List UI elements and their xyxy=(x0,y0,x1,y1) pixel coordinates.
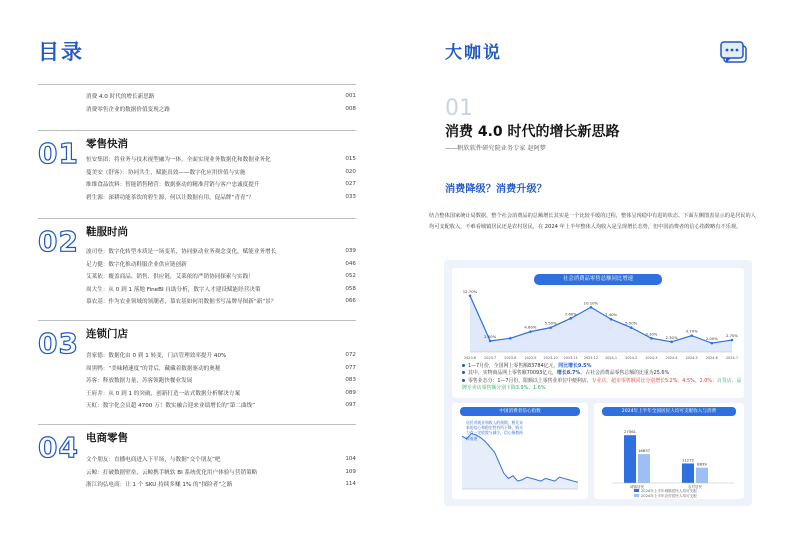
toc-entry[interactable] xyxy=(86,258,356,271)
data-label: 27561 xyxy=(623,429,637,435)
toc-entry-page: 089 xyxy=(345,389,356,396)
toc-entry[interactable] xyxy=(86,245,356,258)
data-label: 5.50% xyxy=(544,320,557,326)
toc-entry[interactable] xyxy=(86,374,356,387)
toc-entry[interactable] xyxy=(86,295,356,308)
x-tick-label: 2024-2 xyxy=(625,356,638,360)
data-label: 5.50% xyxy=(625,320,638,326)
toc-entry-page: 077 xyxy=(345,364,356,371)
toc-entry-label: 消费零售企业的数据价值变现之路 xyxy=(86,106,170,113)
data-label: 2.00% xyxy=(705,336,718,342)
chart-annotation: 居民对就业和收入的预期，相比未来的信心和稳定性有所下降，购买力有一定收敛与减少，信心指数持续低迷 xyxy=(466,420,523,441)
data-point xyxy=(610,318,613,321)
toc-entry[interactable] xyxy=(38,90,356,103)
toc-entry[interactable] xyxy=(86,362,356,375)
legend-swatch xyxy=(634,494,639,497)
data-point xyxy=(469,294,472,297)
toc-entry-page: 083 xyxy=(345,377,356,384)
toc-entry-label: 云鲸：打破数据壁垒，云鲸携手帆软 BI 系统优化用户体验与营销策略 xyxy=(86,469,258,476)
section-number: 01 xyxy=(38,137,79,170)
toc-entry-label: 文个朋友：直播电商进入下半场，与数据“交个朋友”吧 xyxy=(86,457,221,464)
x-tick-label: 2023-11 xyxy=(563,356,578,360)
article-subtitle: 消费降级？消费升级？ xyxy=(445,184,547,195)
consumer-confidence-chart xyxy=(452,403,588,499)
x-tick-label: 2023-12 xyxy=(583,356,599,360)
toc-entry-label: 喜家德：数据化由 0 到 1 转变，门店管理效率提升 40% xyxy=(86,353,227,360)
x-tick-label: 农村居民 xyxy=(687,485,703,489)
series-area xyxy=(470,296,732,352)
chart-note xyxy=(462,370,742,377)
bar xyxy=(638,454,650,483)
note-text: 1—7月份，全国网上零售额83784亿元， xyxy=(468,363,559,369)
data-point xyxy=(509,337,512,340)
toc-entry-label: 王府井：从 0 到 1 的突破，创新打造一站式数据分析解决方案 xyxy=(86,390,241,397)
article-number: 01 xyxy=(445,96,473,121)
x-tick-label: 2023-7 xyxy=(484,356,497,360)
toc-entry[interactable] xyxy=(86,453,356,466)
data-point xyxy=(549,326,552,329)
article-title: 消费 4.0 时代的增长新思路 xyxy=(445,124,620,140)
toc-entry-page: 066 xyxy=(345,298,356,305)
toc-entry-label: 足力健：数字化推动鞋服企业供应链创新 xyxy=(86,261,187,268)
chart-title: 中国消费者信心指数 xyxy=(460,407,580,416)
bar xyxy=(682,463,694,483)
data-point xyxy=(690,334,693,337)
toc-entry-page: 015 xyxy=(345,156,356,163)
data-label: 4.60% xyxy=(524,324,537,330)
section-number: 03 xyxy=(38,327,79,360)
x-tick-label: 2024-7 xyxy=(725,356,739,360)
toc-entry[interactable] xyxy=(86,387,356,400)
toc-page xyxy=(0,0,396,538)
data-label: 3.70% xyxy=(685,328,698,334)
x-tick-label: 2024-4 xyxy=(665,356,678,360)
note-highlight: ；百货店、品牌专卖店零售额分别下降3.9%、1.6% xyxy=(462,377,742,392)
toc-entry-label: 蔓美安（舒客）：协同共生，赋能真效——数字化应用价值与实施 xyxy=(86,169,246,176)
toc-entry-page: 039 xyxy=(345,248,356,255)
toc-entry-label: 苏客：释放数据力量，苏客领跑快餐业发展 xyxy=(86,378,193,385)
data-point xyxy=(569,317,572,320)
data-point xyxy=(731,339,734,342)
data-label: 2.70% xyxy=(725,333,739,339)
toc-entry-page: 058 xyxy=(345,285,356,292)
toc-entry-page: 114 xyxy=(345,481,356,488)
toc-entry[interactable] xyxy=(38,103,356,116)
section-number: 02 xyxy=(38,225,79,258)
x-tick-label: 2023-6 xyxy=(463,356,477,360)
article-author: ——帆软软件研究院业务专家 赵阿梦 xyxy=(445,145,546,152)
x-tick-label: 城镇居民 xyxy=(629,485,645,489)
data-point xyxy=(670,341,673,344)
toc-entry-page: 008 xyxy=(345,105,356,112)
chart-notes xyxy=(462,363,742,393)
toc-entry[interactable] xyxy=(86,166,356,179)
retail-growth-plot xyxy=(452,282,744,372)
toc-entry[interactable] xyxy=(86,349,356,362)
chart-note xyxy=(462,378,742,393)
legend-swatch xyxy=(634,489,639,492)
toc-entry[interactable] xyxy=(86,466,356,479)
section-title: 电商零售 xyxy=(86,432,128,444)
data-point xyxy=(711,342,714,345)
section-title: 零售快消 xyxy=(86,138,128,150)
legend-item xyxy=(634,494,697,499)
toc-entry-page: 033 xyxy=(345,193,356,200)
x-tick-label: 2024-6 xyxy=(705,356,718,360)
toc-entry[interactable] xyxy=(86,153,356,166)
bar xyxy=(696,468,708,483)
toc-entry[interactable] xyxy=(86,399,356,412)
bar xyxy=(624,435,636,483)
toc-entry-label: 消费 4.0 时代的增长新思路 xyxy=(86,94,155,101)
x-tick-label: 2023-8 xyxy=(504,356,517,360)
toc-section-retail xyxy=(38,130,356,214)
data-label: 7.60% xyxy=(564,311,577,317)
note-highlight: 增长8.7% xyxy=(556,370,581,377)
toc-entry-label: 周大生：从 0 到 1 落地 FineBI 自助分析，数字人才建设赋能经营决策 xyxy=(86,286,261,293)
note-text: 零售业态分：1—7月份，限额以上零售业单位中便利店、 xyxy=(468,377,592,384)
bullet-icon xyxy=(462,364,465,367)
toc-entry-label: 波司登：数字化转型本质是一场变革，协同驱动业务观念变化，赋能业务增长 xyxy=(86,249,277,256)
x-tick-label: 2023-9 xyxy=(524,356,537,360)
data-label: 7.40% xyxy=(605,312,618,318)
article-page xyxy=(397,0,793,538)
toc-entry-page: 020 xyxy=(345,168,356,175)
bullet-icon xyxy=(462,379,465,382)
toc-entry-label: 艾莱依：覆盖商品、销售、供应链，艾莱依的严销协同探索与实践！ xyxy=(86,274,254,281)
toc-entry[interactable] xyxy=(86,478,356,491)
data-label: 2.30% xyxy=(665,334,678,340)
toc-entry-label: 维维食品饮料：智能销售精营：数据驱动的精准营销与客户忠诚度提升 xyxy=(86,182,260,189)
data-label: 2.50% xyxy=(484,333,497,339)
toc-entry-label: 周黑鸭：“美味精速度”的背后，藏藏着数据驱动的奥秘 xyxy=(86,365,221,372)
toc-entry-page: 001 xyxy=(345,93,356,100)
note-text: 其中，实物商品网上零售额70093亿元， xyxy=(468,370,557,377)
toc-section-ecommerce xyxy=(38,424,356,499)
bullet-icon xyxy=(462,371,465,374)
toc-intro-list xyxy=(38,84,356,115)
toc-section-fashion xyxy=(38,218,356,318)
toc-entry-label: 慕农基：作为农业领域的领潮者，慕农基如何用数据书写品牌导图新“新”景？ xyxy=(86,299,277,306)
toc-title: 目录 xyxy=(38,40,84,64)
note-highlight: 同比增长9.5% xyxy=(558,363,592,369)
legend-label: 2024年上半年城镇居民人均可支配 xyxy=(641,489,697,493)
data-point xyxy=(630,326,633,329)
retail-growth-chart xyxy=(452,268,744,398)
x-tick-label: 2023-10 xyxy=(543,356,558,360)
chart-legend xyxy=(634,489,697,499)
note-highlight: 专业店、超市零售额同比分别增长5.2%、4.5%、2.0% xyxy=(591,377,713,384)
data-label: 11272 xyxy=(681,457,695,463)
toc-entry[interactable] xyxy=(86,270,356,283)
x-tick-label: 2024-1 xyxy=(605,356,618,360)
article-body: 结合整体国家统计局数据，整个社会消费品的总额增长其实是一个比较平缓的过程，整体呈现稳中有进的状态。下面左侧图表显示的是居民的人均可支配收入，不难看城镇居民还是农村居民，在 2024 年上半年整体人均收入是呈现增长态势，但中国消费者的信心指数略有不乐观。 xyxy=(429,213,756,230)
toc-entry[interactable] xyxy=(86,191,356,204)
toc-entry[interactable] xyxy=(86,178,356,191)
toc-entry-page: 046 xyxy=(345,260,356,267)
data-label: 10.10% xyxy=(583,300,599,306)
data-point xyxy=(650,337,653,340)
toc-entry-label: 恒安集团：将业务与技术视型融为一体，全面实现业务数据化和数据业务化 xyxy=(86,157,271,164)
toc-entry[interactable] xyxy=(86,283,356,296)
data-point xyxy=(489,340,492,343)
x-tick-label: 2024-3 xyxy=(645,356,658,360)
toc-entry-page: 052 xyxy=(345,273,356,280)
data-label: 3.10% xyxy=(645,331,658,337)
x-tick-label: 2024-5 xyxy=(685,356,698,360)
toc-entry-page: 097 xyxy=(345,402,356,409)
income-plot xyxy=(594,417,744,489)
data-point xyxy=(529,330,532,333)
chat-bubble-icon xyxy=(720,39,752,69)
data-label: 16637 xyxy=(637,448,651,454)
data-label: 8839 xyxy=(697,461,707,467)
chart-title: 社会消费品零售总额同比增速 xyxy=(534,274,662,285)
toc-section-chain-store xyxy=(38,320,356,420)
section-title: 鞋服时尚 xyxy=(86,226,128,238)
toc-entry-label: 天虹：数字化会员超 4700 万！数实融合迎来业绩增长的“第二曲线” xyxy=(86,403,256,410)
data-label: 12.70% xyxy=(462,288,478,294)
toc-entry-label: 碧生源：深耕功能茶饮的碧生源，何以让数据有用，促品牌“青青”？ xyxy=(86,194,255,201)
legend-label: 2024年上半年农村居民人均可支配 xyxy=(641,494,697,498)
section-title: 连锁门店 xyxy=(86,328,128,340)
toc-entry-page: 072 xyxy=(345,352,356,359)
figure-panel xyxy=(444,260,752,506)
note-text: ，占社会消费品零售总额的比重为25.6% xyxy=(580,370,670,377)
toc-entry-page: 027 xyxy=(345,181,356,188)
data-point xyxy=(590,306,593,309)
toc-entry-page: 104 xyxy=(345,456,356,463)
column-title: 大咖说 xyxy=(445,43,502,63)
income-chart xyxy=(594,403,744,499)
section-number: 04 xyxy=(38,431,79,464)
toc-entry-page: 109 xyxy=(345,468,356,475)
toc-entry-label: 浙江钧弘电商：让 1 个 SKU 持续多赚 1% 的“探险者”之路 xyxy=(86,482,233,489)
chart-title: 2024年上半年全国居民人均可支配收入与消费 xyxy=(602,407,736,416)
